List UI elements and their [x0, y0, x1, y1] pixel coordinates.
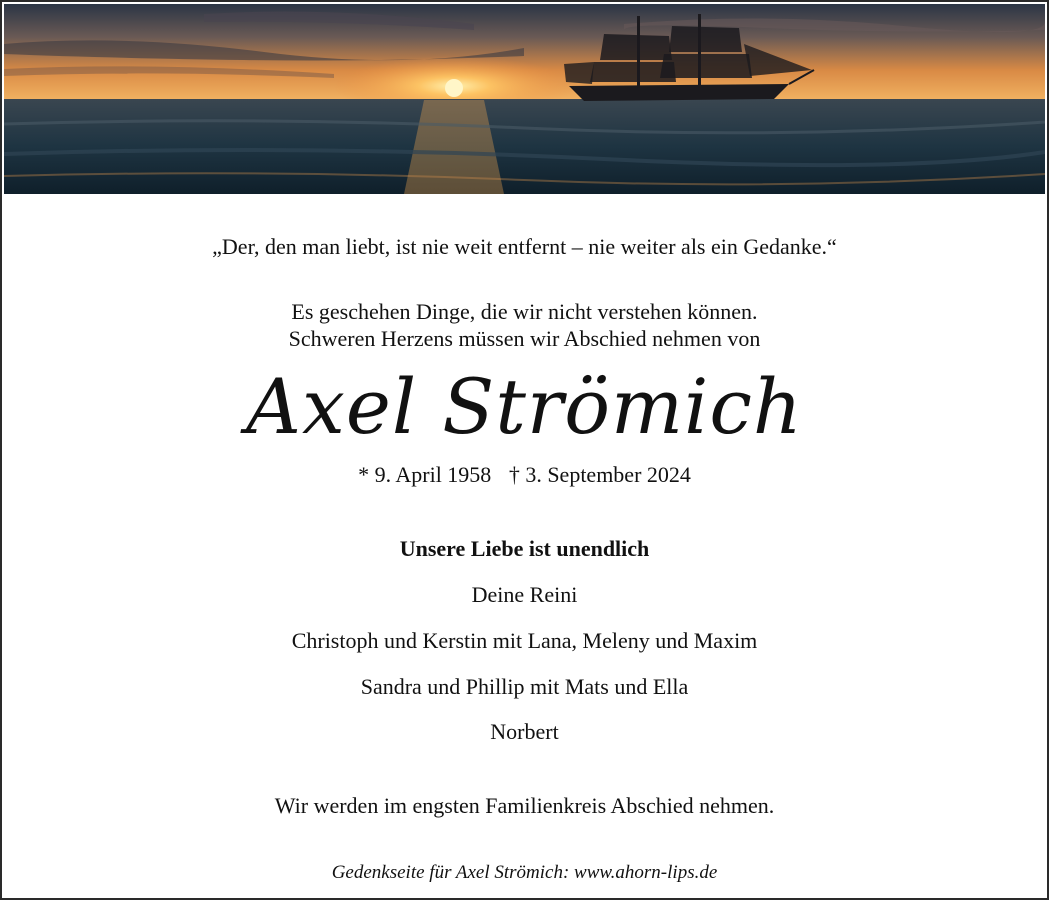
- intro-line-2: Schweren Herzens müssen wir Abschied nehmen von: [288, 326, 761, 351]
- family-line: Norbert: [490, 719, 559, 744]
- memorial-quote: „Der, den man liebt, ist nie weit entfernt – nie weiter als ein Gedanke.“: [212, 234, 837, 259]
- closing-note: Wir werden im engsten Familienkreis Abschied nehmen.: [274, 793, 775, 818]
- intro-line-1: Es geschehen Dinge, die wir nicht verstehen können.: [291, 299, 758, 324]
- family-line: Sandra und Phillip mit Mats und Ella: [360, 674, 689, 699]
- sunset-ship-banner-image: [4, 4, 1045, 194]
- birth-date: * 9. April 1958: [358, 462, 492, 487]
- death-date: † 3. September 2024: [508, 462, 691, 487]
- deceased-name: Axel Strömich: [246, 362, 803, 451]
- memorial-page-footer: Gedenkseite für Axel Strömich: www.ahorn-lips.de: [331, 862, 718, 883]
- motto: Unsere Liebe ist unendlich: [399, 536, 650, 561]
- life-dates: [2, 462, 1047, 488]
- family-line: Deine Reini: [471, 582, 578, 607]
- family-line: Christoph und Kerstin mit Lana, Meleny und Maxim: [291, 628, 758, 653]
